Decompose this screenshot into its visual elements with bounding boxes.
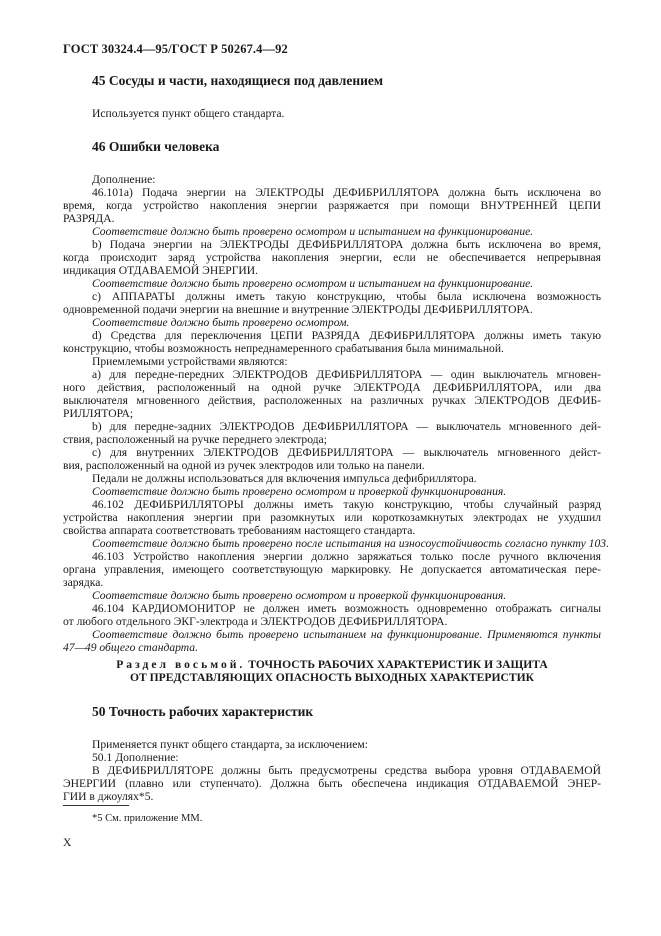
text-line: РИЛЛЯТОРА;	[63, 407, 134, 420]
section-8-title-line2: ОТ ПРЕДСТАВЛЯЮЩИХ ОПАСНОСТЬ ВЫХОДНЫХ ХАРАКТЕРИСТИК	[130, 671, 534, 684]
text-line: c) для внутренних ЭЛЕКТРОДОВ ДЕФИБРИЛЛЯТОРА — выключатель мгновенного дейст-	[92, 446, 601, 459]
section-45-text: Используется пункт общего стандарта.	[92, 107, 285, 120]
text-line: 46.104 КАРДИОМОНИТОР не должен иметь возможность одновременно отображать сигналы	[92, 602, 601, 615]
text-line: свойства аппарата соответствовать требованиям настоящего стандарта.	[63, 524, 416, 537]
text-line: Соответствие должно быть проверено осмотром.	[92, 316, 350, 329]
text-line: ствия, расположенный на ручке переднего электрода;	[63, 433, 327, 446]
text-line: 47—49 общего стандарта.	[63, 641, 198, 654]
section-50-title: 50 Точность рабочих характеристик	[92, 704, 314, 719]
section-8-label: Раздел восьмой.	[116, 658, 246, 671]
text-line: Соответствие должно быть проверено испытанием на функционирование. Применяются пункты	[92, 628, 601, 641]
text-line: ЭНЕРГИИ (плавно или ступенчато). Должна быть обеспечена индикация ОТДАВАЕМОЙ ЭНЕР-	[63, 777, 601, 790]
text-line: В ДЕФИБРИЛЛЯТОРЕ должны быть предусмотрены средства выбора уровня ОТДАВАЕМОЙ	[92, 764, 601, 777]
text-line: Соответствие должно быть проверено осмотром и проверкой функционирования.	[92, 589, 507, 602]
text-line: конструкцию, чтобы возможность непреднамеренного срабатывания была минимальной.	[63, 342, 504, 355]
page-header: ГОСТ 30324.4—95/ГОСТ Р 50267.4—92	[63, 42, 288, 56]
text-line: от любого отдельного ЭКГ-электрода и ЭЛЕКТРОДОВ ДЕФИБРИЛЛЯТОРА.	[63, 615, 448, 628]
text-line: b) для передне-задних ЭЛЕКТРОДОВ ДЕФИБРИЛЛЯТОРА — выключатель мгновенного дей-	[92, 420, 601, 433]
section-8-heading	[63, 658, 601, 671]
text-line: b) Подача энергии на ЭЛЕКТРОДЫ ДЕФИБРИЛЛЯТОРА должна быть исключена во время,	[92, 238, 601, 251]
text-line: одновременной подачи энергии на внешние и внутренние ЭЛЕКТРОДЫ ДЕФИБРИЛЛЯТОРА.	[63, 303, 533, 316]
text-line: ного действия, расположенный на одной ручке ЭЛЕКТРОДА ДЕФИБРИЛЛЯТОРА, или два	[63, 381, 601, 394]
text-line: Дополнение:	[92, 173, 156, 186]
text-line: Приемлемыми устройствами являются:	[92, 355, 288, 368]
text-line: d) Средства для переключения ЦЕПИ РАЗРЯДА ДЕФИБРИЛЛЯТОРА должны иметь такую	[92, 329, 601, 342]
text-line: 50.1 Дополнение:	[92, 751, 179, 764]
section-8-title-line1: ТОЧНОСТЬ РАБОЧИХ ХАРАКТЕРИСТИК И ЗАЩИТА	[248, 658, 548, 671]
text-line: РАЗРЯДА.	[63, 212, 115, 225]
text-line: 46.103 Устройство накопления энергии должно заряжаться только после ручного включения	[92, 550, 601, 563]
section-46-title: 46 Ошибки человека	[92, 139, 220, 154]
page-number: X	[63, 836, 72, 849]
text-line: органа управления, имеющего соответствующую маркировку. Не допускается автоматическая пере-	[63, 563, 601, 576]
text-line: выключателя мгновенного действия, расположенных на различных ручках ЭЛЕКТРОДОВ ДЕФИБ-	[63, 394, 601, 407]
text-line: зарядка.	[63, 576, 104, 589]
footnote-rule	[63, 805, 129, 806]
text-line: Применяется пункт общего стандарта, за исключением:	[92, 738, 368, 751]
text-line: 46.101а) Подача энергии на ЭЛЕКТРОДЫ ДЕФИБРИЛЛЯТОРА должна быть исключена во	[92, 186, 601, 199]
text-line: Соответствие должно быть проверено осмотром и испытанием на функционирование.	[92, 225, 534, 238]
text-line: устройства накопления энергии при разомкнутых или короткозамкнутых электродах не ухудшил	[63, 511, 601, 524]
text-line: 46.102 ДЕФИБРИЛЛЯТОРЫ должны иметь такую конструкцию, чтобы случайный разряд	[92, 498, 601, 511]
text-line: а) для передне-передних ЭЛЕКТРОДОВ ДЕФИБРИЛЛЯТОРА — один выключатель мгновен-	[92, 368, 601, 381]
text-line: время, когда устройство накопления энергии разряжается при помощи ВНУТРЕННЕЙ ЦЕПИ	[63, 199, 601, 212]
footnote: *5 См. приложение ММ.	[92, 813, 203, 824]
text-line: вия, расположенный на одной из ручек электродов или только на панели.	[63, 459, 425, 472]
text-line: Педали не должны использоваться для включения импульса дефибриллятора.	[92, 472, 477, 485]
text-line: Соответствие должно быть проверено осмотром и проверкой функционирования.	[92, 485, 507, 498]
text-line: Соответствие должно быть проверено после испытания на износоустойчивость согласно пункту 103.	[92, 537, 609, 550]
text-line: c) АППАРАТЫ должны иметь такую конструкцию, чтобы была исключена возможность	[92, 290, 601, 303]
text-line: ГИИ в джоулях*5.	[63, 790, 154, 803]
text-line: Соответствие должно быть проверено осмотром и испытанием на функционирование.	[92, 277, 534, 290]
text-line: индикация ОТДАВАЕМОЙ ЭНЕРГИИ.	[63, 264, 259, 277]
text-line: когда происходит заряд устройства накопления энергии, если не обеспечивается непрерывная	[63, 251, 601, 264]
section-45-title: 45 Сосуды и части, находящиеся под давлением	[92, 73, 384, 88]
